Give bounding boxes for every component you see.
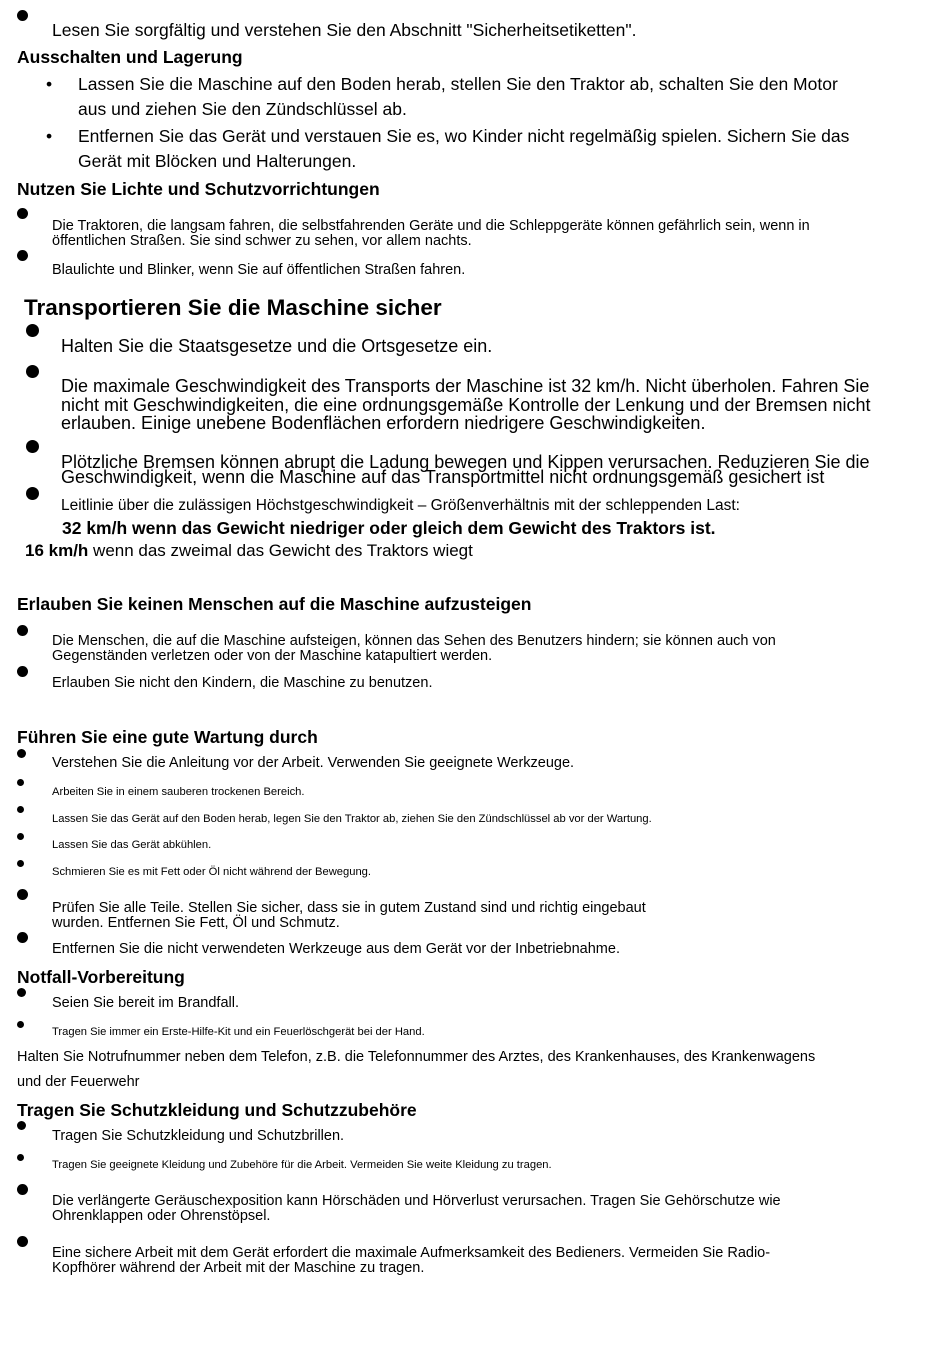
lights-item-1-line-2: öffentlichen Straßen. Sie sind schwer zu sehen, vor allem nachts. bbox=[52, 233, 472, 249]
bullet-icon bbox=[26, 365, 39, 378]
bullet-icon bbox=[17, 749, 26, 758]
transport-rule-2-speed: 16 km/h bbox=[25, 541, 89, 560]
bullet-icon bbox=[17, 806, 24, 813]
transport-rule-1: 32 km/h wenn das Gewicht niedriger oder gleich dem Gewicht des Traktors ist. bbox=[62, 518, 716, 538]
bullet-icon bbox=[17, 860, 24, 867]
protective-item-2: Tragen Sie geeignete Kleidung und Zubehöre für die Arbeit. Vermeiden Sie weite Kleidung zu tragen. bbox=[52, 1159, 552, 1171]
bullet-icon bbox=[17, 1184, 28, 1195]
storage-item-1-line-1: Lassen Sie die Maschine auf den Boden herab, stellen Sie den Traktor ab, schalten Sie den Motor bbox=[78, 74, 838, 94]
transport-item-2-line-2: nicht mit Geschwindigkeiten, die eine ordnungsgemäße Kontrolle der Lenkung und der Bremsen nicht bbox=[61, 395, 871, 415]
emergency-item-1: Seien Sie bereit im Brandfall. bbox=[52, 995, 239, 1011]
dash-bullet-icon: • bbox=[46, 74, 53, 94]
storage-item-2-line-2: Gerät mit Blöcken und Halterungen. bbox=[78, 151, 357, 171]
transport-rule-2-text: wenn das zweimal das Gewicht des Traktors wiegt bbox=[88, 541, 473, 560]
riders-item-1-line-1: Die Menschen, die auf die Maschine aufsteigen, können das Sehen des Benutzers hindern; sie können auch von bbox=[52, 633, 776, 649]
protective-item-1: Tragen Sie Schutzkleidung und Schutzbrillen. bbox=[52, 1128, 345, 1144]
protective-item-4-line-2: Kopfhörer während der Arbeit mit der Maschine zu tragen. bbox=[52, 1260, 425, 1276]
lights-item-2: Blaulichte und Blinker, wenn Sie auf öffentlichen Straßen fahren. bbox=[52, 262, 466, 278]
bullet-icon bbox=[26, 440, 39, 453]
bullet-icon bbox=[26, 324, 39, 337]
bullet-icon bbox=[17, 1236, 28, 1247]
bullet-icon bbox=[17, 779, 24, 786]
bullet-icon bbox=[26, 487, 39, 500]
riders-item-1-line-2: Gegenständen verletzen oder von der Maschine katapultiert werden. bbox=[52, 648, 493, 664]
maintenance-item-6-line-1: Prüfen Sie alle Teile. Stellen Sie sicher, dass sie in gutem Zustand sind und richtig eingebaut bbox=[52, 900, 646, 916]
bullet-icon bbox=[17, 666, 28, 677]
section-heading-storage: Ausschalten und Lagerung bbox=[17, 47, 243, 67]
maintenance-item-2: Arbeiten Sie in einem sauberen trockenen Bereich. bbox=[52, 786, 305, 798]
storage-item-2-line-1: Entfernen Sie das Gerät und verstauen Sie es, wo Kinder nicht regelmäßig spielen. Sichern Sie das bbox=[78, 126, 850, 146]
emergency-paragraph-line-1: Halten Sie Notrufnummer neben dem Telefon, z.B. die Telefonnummer des Arztes, des Krankenhauses, des Krankenwagens bbox=[17, 1049, 816, 1065]
bullet-icon bbox=[17, 833, 24, 840]
transport-item-3-line-1: Plötzliche Bremsen können abrupt die Ladung bewegen und Kippen verursachen. Reduzieren Sie die bbox=[61, 452, 870, 472]
intro-text: Lesen Sie sorgfältig und verstehen Sie den Abschnitt "Sicherheitsetiketten". bbox=[52, 20, 637, 40]
storage-item-1-line-2: aus und ziehen Sie den Zündschlüssel ab. bbox=[78, 99, 407, 119]
transport-item-3-line-2: Geschwindigkeit, wenn die Maschine auf das Transportmittel nicht ordnungsgemäß gesichert ist bbox=[61, 467, 825, 487]
lights-item-1-line-1: Die Traktoren, die langsam fahren, die selbstfahrenden Geräte und die Schleppgeräte können gefährlich sein, wenn in bbox=[52, 218, 810, 234]
protective-item-4-line-1: Eine sichere Arbeit mit dem Gerät erfordert die maximale Aufmerksamkeit des Bedieners. Vermeiden Sie Radio- bbox=[52, 1245, 771, 1261]
protective-item-3-line-2: Ohrenklappen oder Ohrenstöpsel. bbox=[52, 1208, 271, 1224]
protective-item-3-line-1: Die verlängerte Geräuschexposition kann Hörschäden und Hörverlust verursachen. Tragen Sie Gehörschutze wie bbox=[52, 1193, 781, 1209]
section-heading-maintenance: Führen Sie eine gute Wartung durch bbox=[17, 727, 318, 747]
bullet-icon bbox=[17, 10, 28, 21]
bullet-icon bbox=[17, 1121, 26, 1130]
transport-rule-2 bbox=[25, 541, 473, 561]
section-heading-transport: Transportieren Sie die Maschine sicher bbox=[24, 295, 442, 320]
section-heading-emergency: Notfall-Vorbereitung bbox=[17, 967, 185, 987]
maintenance-item-6-line-2: wurden. Entfernen Sie Fett, Öl und Schmutz. bbox=[52, 915, 340, 931]
maintenance-item-7: Entfernen Sie die nicht verwendeten Werkzeuge aus dem Gerät vor der Inbetriebnahme. bbox=[52, 941, 620, 957]
emergency-paragraph-line-2: und der Feuerwehr bbox=[17, 1074, 140, 1090]
bullet-icon bbox=[17, 250, 28, 261]
section-heading-riders: Erlauben Sie keinen Menschen auf die Maschine aufzusteigen bbox=[17, 594, 532, 614]
bullet-icon bbox=[17, 1021, 24, 1028]
bullet-icon bbox=[17, 889, 28, 900]
transport-item-1: Halten Sie die Staatsgesetze und die Ortsgesetze ein. bbox=[61, 336, 493, 356]
dash-bullet-icon: • bbox=[46, 126, 53, 146]
section-heading-protective: Tragen Sie Schutzkleidung und Schutzzubehöre bbox=[17, 1100, 417, 1120]
emergency-item-2: Tragen Sie immer ein Erste-Hilfe-Kit und ein Feuerlöschgerät bei der Hand. bbox=[52, 1026, 425, 1038]
maintenance-item-5: Schmieren Sie es mit Fett oder Öl nicht während der Bewegung. bbox=[52, 866, 372, 878]
bullet-icon bbox=[17, 625, 28, 636]
maintenance-item-1: Verstehen Sie die Anleitung vor der Arbeit. Verwenden Sie geeignete Werkzeuge. bbox=[52, 755, 575, 771]
maintenance-item-3: Lassen Sie das Gerät auf den Boden herab, legen Sie den Traktor ab, ziehen Sie den Zündschlüssel ab vor der Wartung. bbox=[52, 813, 652, 825]
maintenance-item-4: Lassen Sie das Gerät abkühlen. bbox=[52, 839, 212, 851]
bullet-icon bbox=[17, 988, 26, 997]
section-heading-lights: Nutzen Sie Lichte und Schutzvorrichtungen bbox=[17, 179, 380, 199]
bullet-icon bbox=[17, 1154, 24, 1161]
bullet-icon bbox=[17, 208, 28, 219]
transport-item-2-line-3: erlauben. Einige unebene Bodenflächen erfordern niedrigere Geschwindigkeiten. bbox=[61, 413, 706, 433]
transport-item-2-line-1: Die maximale Geschwindigkeit des Transports der Maschine ist 32 km/h. Nicht überholen. Fahren Sie bbox=[61, 376, 870, 396]
transport-item-4: Leitlinie über die zulässigen Höchstgeschwindigkeit – Größenverhältnis mit der schleppenden Last: bbox=[61, 497, 740, 514]
bullet-icon bbox=[17, 932, 28, 943]
riders-item-2: Erlauben Sie nicht den Kindern, die Maschine zu benutzen. bbox=[52, 675, 433, 691]
